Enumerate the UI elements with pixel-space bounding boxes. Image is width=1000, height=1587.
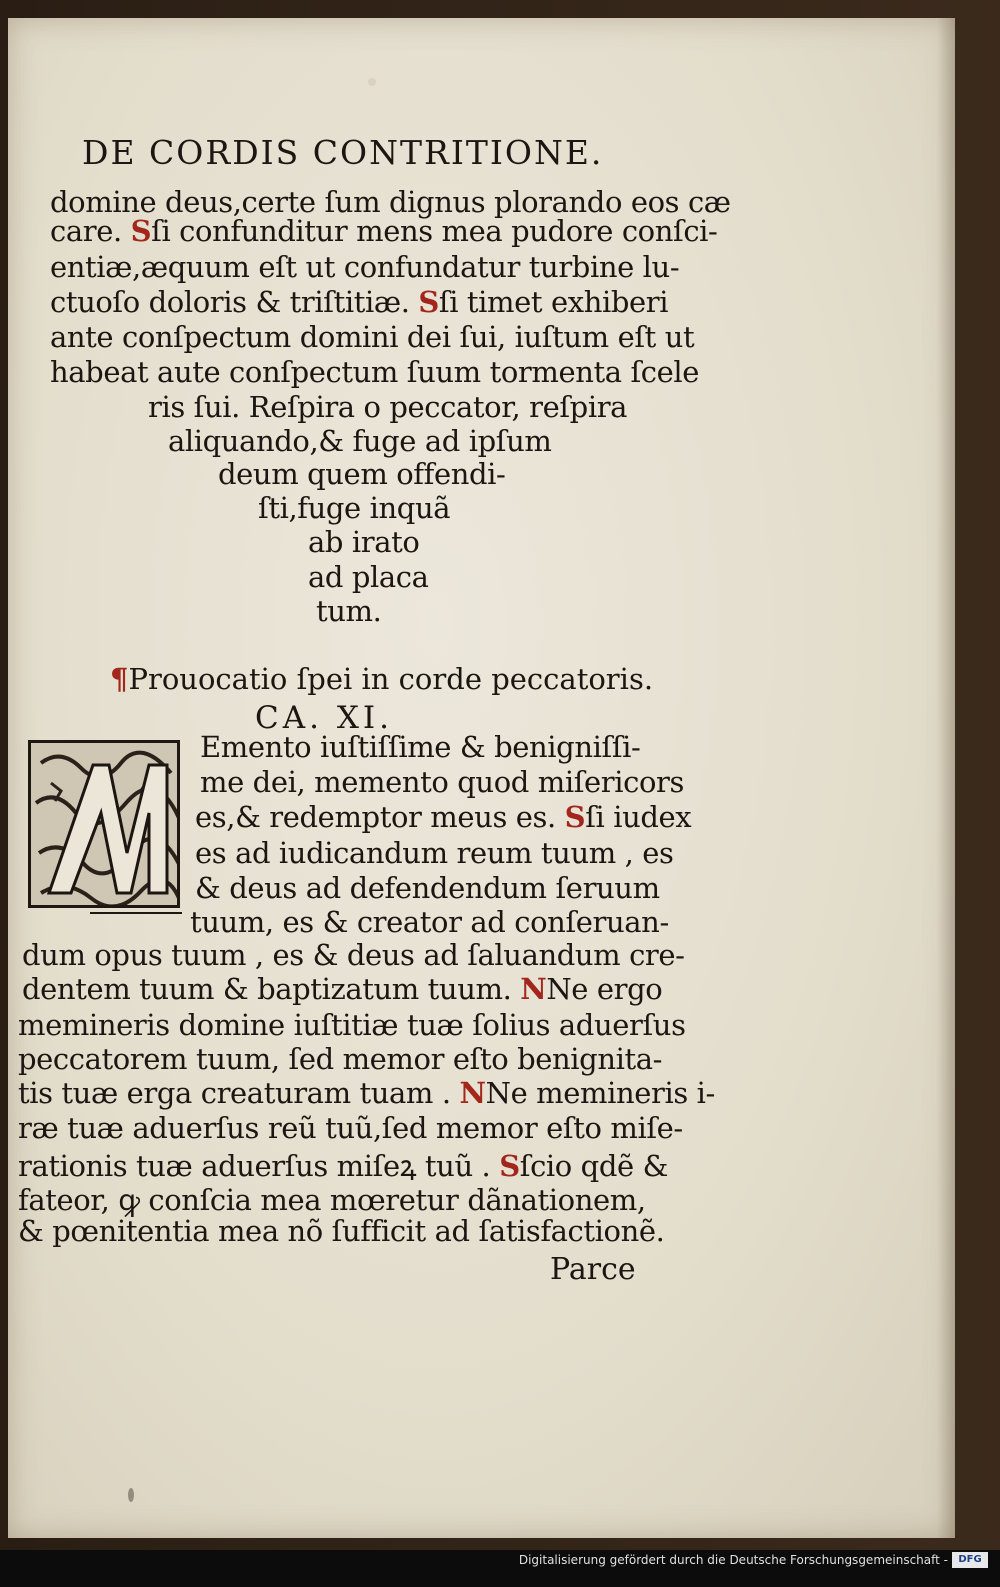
- text-line: me dei, memento quod miſericors: [200, 765, 684, 799]
- page-edge-shadow: [937, 18, 955, 1538]
- text-line: domine deus,certe ſum dignus plorando eos cæ: [50, 185, 731, 219]
- paper-stain: [128, 1488, 134, 1502]
- text-line: ræ tuæ aduerſus reũ tuũ,ſed memor eſto miſe-: [18, 1111, 683, 1145]
- text-line: ris ſui. Reſpira o peccator, reſpira: [148, 390, 628, 424]
- woodcut-decoration-icon: [31, 743, 180, 908]
- text-line: ſti,fuge inquã: [258, 491, 451, 525]
- text-line: [195, 800, 691, 834]
- rubric-initial: N: [459, 1076, 486, 1110]
- text-fragment: es,& redemptor meus es.: [195, 800, 556, 834]
- rubric-initial: S: [418, 285, 439, 319]
- rubric-initial: N: [520, 972, 547, 1006]
- text-line: fateor, ꝙ conſcia mea mœretur dãnationem,: [18, 1183, 646, 1217]
- text-fragment: Ne memineris i-: [485, 1076, 715, 1110]
- paper-stain: [368, 78, 376, 86]
- text-line: ab irato: [308, 525, 420, 559]
- text-line: [18, 1076, 715, 1110]
- text-fragment: ctuoſo doloris & triſtitiæ.: [50, 285, 410, 319]
- text-line: & pœnitentia mea nõ ſufficit ad ſatisfactionẽ.: [18, 1214, 665, 1248]
- text-line: es ad iudicandum reum tuum , es: [195, 836, 674, 870]
- text-fragment: rationis tuæ aduerſus miſeꝝ tuũ .: [18, 1149, 491, 1183]
- text-fragment: ſi timet exhiberi: [438, 285, 669, 319]
- initial-underline-rule: [90, 912, 182, 914]
- text-line: tum.: [316, 594, 382, 628]
- text-line: habeat aute conſpectum ſuum tormenta ſcele: [50, 355, 700, 389]
- text-line: ad placa: [308, 560, 429, 594]
- text-line: [50, 214, 717, 248]
- text-line: memineris domine iuſtitiæ tuæ ſolius aduerſus: [18, 1008, 686, 1042]
- paragraph-mark: ¶: [110, 662, 129, 696]
- text-line: [50, 285, 668, 319]
- text-line: aliquando,& fuge ad ipſum: [168, 424, 552, 458]
- text-fragment: ſi confunditur mens mea pudore conſci-: [151, 214, 718, 248]
- catchword: Parce: [550, 1252, 636, 1287]
- dfg-logo-icon: DFG: [952, 1552, 988, 1568]
- text-line: deum quem offendi-: [218, 457, 506, 491]
- rubric-initial: S: [130, 214, 152, 248]
- running-title: DE CORDIS CONTRITIONE.: [82, 133, 604, 172]
- text-line: tuum, es & creator ad conſeruan-: [190, 905, 669, 939]
- chapter-number: CA. XI.: [255, 700, 393, 736]
- text-fragment: ſi iudex: [585, 800, 692, 834]
- text-fragment: Ne ergo: [546, 972, 663, 1006]
- text-line: & deus ad defendendum ſeruum: [195, 871, 660, 905]
- footer-credit: Digitalisierung gefördert durch die Deutsche Forschungsgemeinschaft -: [518, 1553, 948, 1567]
- woodcut-initial: [28, 740, 180, 908]
- rubric-initial: S: [564, 800, 586, 834]
- chapter-heading-text: Prouocatio ſpei in corde peccatoris.: [128, 662, 654, 696]
- text-fragment: ſcio qdẽ &: [519, 1149, 669, 1183]
- text-line: [200, 730, 640, 764]
- text-fragment: care.: [50, 214, 122, 248]
- text-line: [22, 972, 662, 1006]
- text-line: entiæ,æquum eſt ut confundatur turbine lu-: [50, 250, 680, 284]
- text-fragment: Emento iuſtiſſime & benigniſſi-: [200, 730, 641, 764]
- text-fragment: dentem tuum & baptizatum tuum.: [22, 972, 512, 1006]
- text-line: ante conſpectum domini dei ſui, iuſtum eſt ut: [50, 320, 695, 354]
- chapter-heading: [110, 662, 653, 696]
- text-fragment: tis tuæ erga creaturam tuam .: [18, 1076, 451, 1110]
- text-line: dum opus tuum , es & deus ad ſaluandum cre-: [22, 938, 685, 972]
- text-line: peccatorem tuum, ſed memor eſto benignita-: [18, 1042, 663, 1076]
- rubric-initial: S: [499, 1149, 520, 1183]
